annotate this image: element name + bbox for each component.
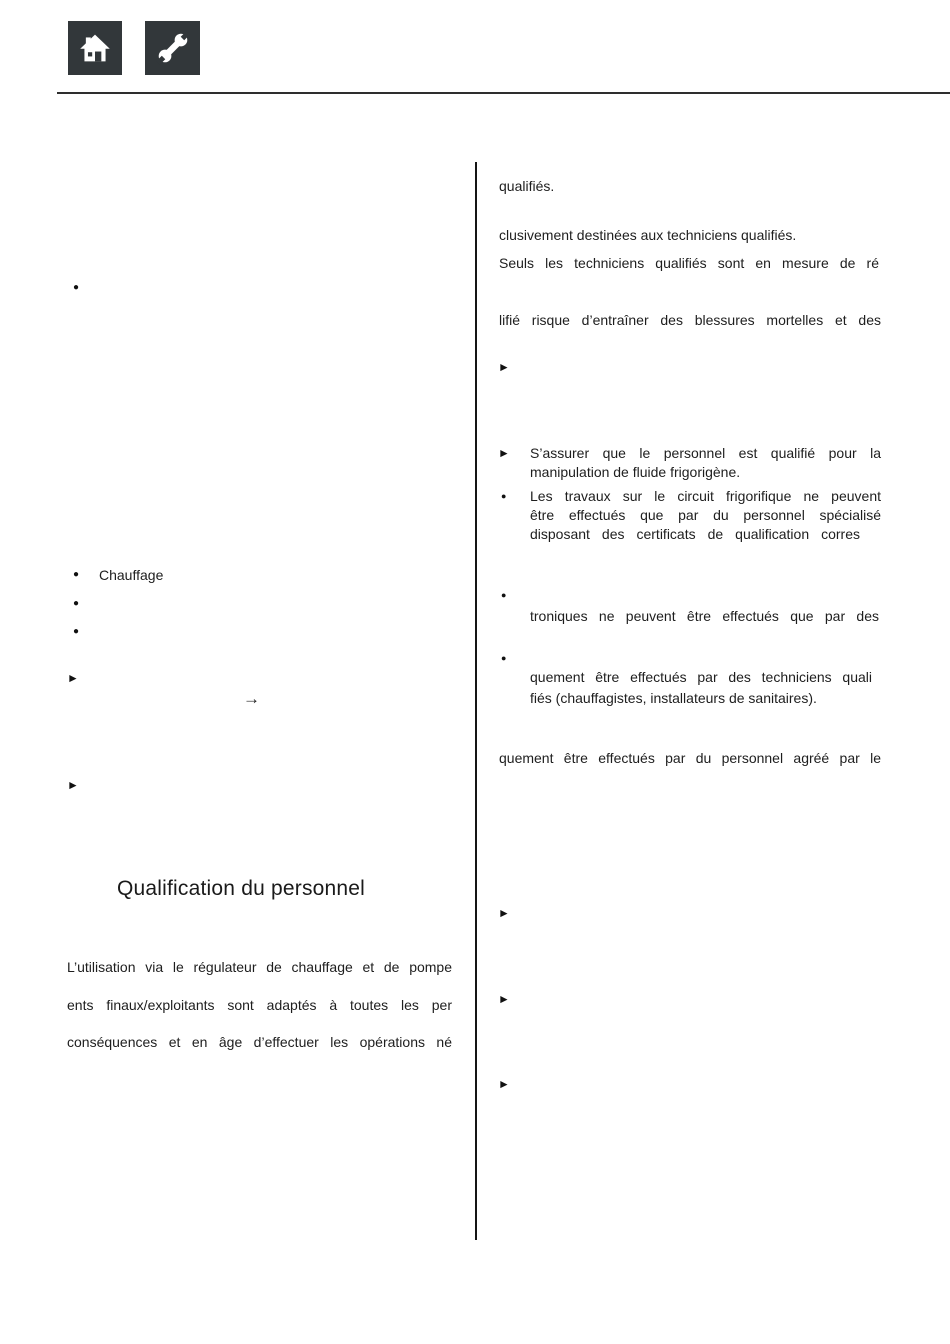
bullet-marker: ● [73, 569, 80, 580]
list-item-line: S’assurer que le personnel est qualifié pour la [530, 445, 881, 461]
list-item-line: manipulation de fluide frigorigène. [530, 464, 741, 480]
bullet-marker: ● [501, 491, 507, 501]
bullet-marker: ● [73, 598, 80, 609]
paragraph-line: Seuls les techniciens qualifiés sont en mesure de ré [499, 255, 879, 271]
paragraph-line: quement être effectués par du personnel agréé par le [499, 750, 881, 766]
bullet-marker: ● [501, 590, 507, 600]
bullet-marker: ● [73, 626, 80, 637]
list-item-line: disposant des certificats de qualification corres [530, 526, 860, 542]
list-item-chauffage: Chauffage [99, 567, 164, 583]
arrow-marker: ► [498, 446, 510, 460]
list-item-line: Les travaux sur le circuit frigorifique ne peuvent [530, 488, 881, 504]
list-item-line: troniques ne peuvent être effectués que par des [530, 608, 879, 624]
bullet-marker: ● [501, 653, 507, 663]
list-item-line: quement être effectués par des techniciens quali [530, 669, 872, 685]
paragraph-line: conséquences et en âge d’effectuer les opérations né [67, 1034, 452, 1050]
header-rule [57, 92, 950, 94]
arrow-marker: ► [498, 1077, 510, 1091]
paragraph-line: lifié risque d’entraîner des blessures mortelles et des [499, 312, 881, 328]
wrench-icon [154, 29, 192, 67]
bullet-marker: ● [73, 282, 80, 293]
column-divider [475, 162, 477, 1240]
arrow-marker: ► [67, 778, 79, 792]
list-item-line: être effectués que par du personnel spécialisé [530, 507, 881, 523]
paragraph-line: qualifiés. [499, 178, 555, 194]
paragraph-line: L’utilisation via le régulateur de chauffage et de pompe [67, 959, 452, 975]
arrow-marker: ► [498, 992, 510, 1006]
service-button[interactable] [145, 21, 200, 75]
arrow-marker: ► [498, 906, 510, 920]
reference-arrow-icon: → [243, 689, 260, 708]
home-button[interactable] [68, 21, 122, 75]
paragraph-line: ents finaux/exploitants sont adaptés à toutes les per [67, 997, 452, 1013]
arrow-marker: ► [498, 360, 510, 374]
home-icon [76, 29, 114, 67]
arrow-marker: ► [67, 671, 79, 685]
paragraph-line: clusivement destinées aux techniciens qualifiés. [499, 227, 797, 243]
section-heading: Qualification du personnel [117, 877, 366, 900]
list-item-line: fiés (chauffagistes, installateurs de sanitaires). [530, 690, 817, 706]
